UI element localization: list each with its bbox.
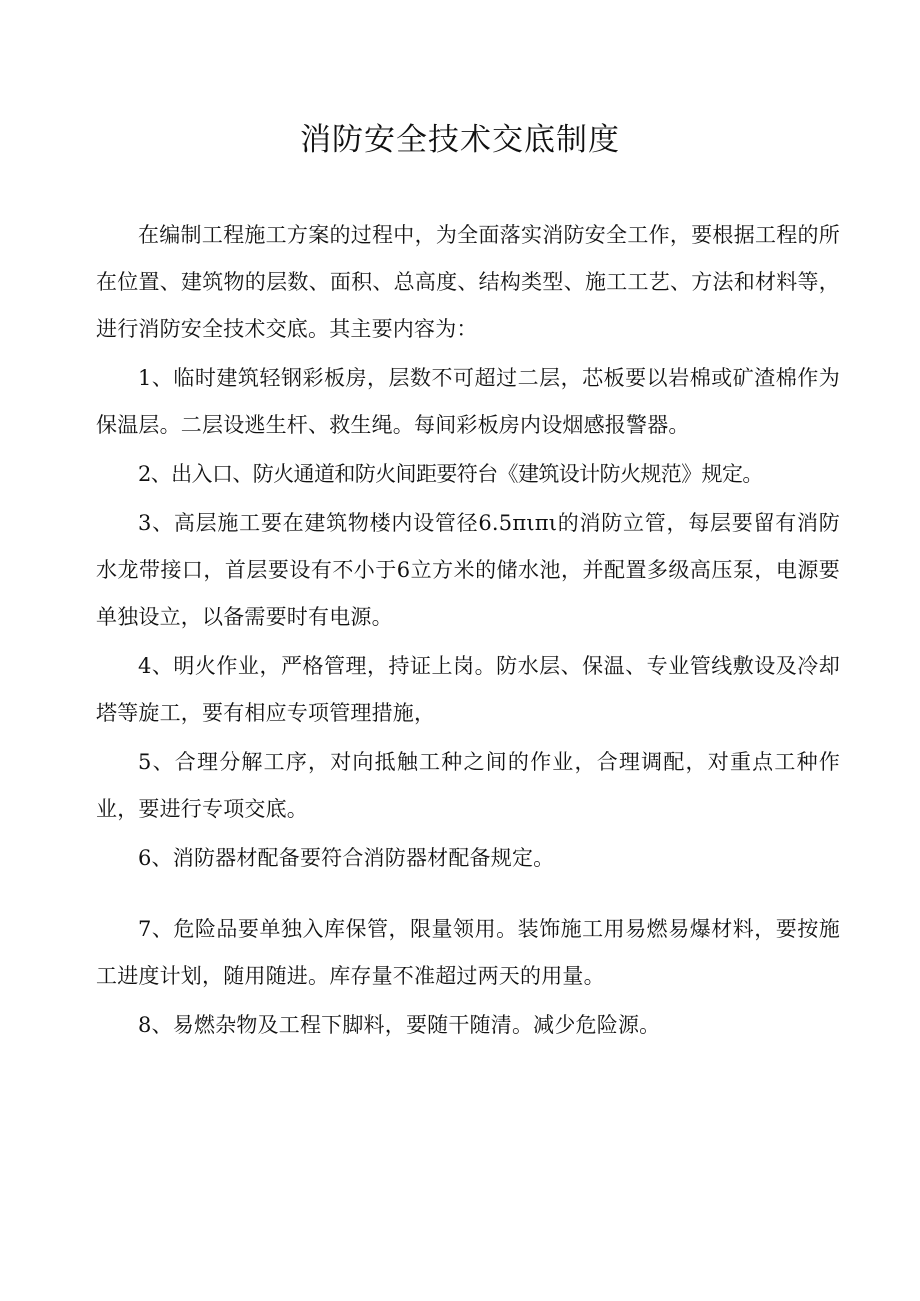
paragraph-gap [96, 882, 840, 906]
item-2: 2、出入口、防火通道和防火间距要符台《建筑设计防火规范》规定。 [138, 462, 763, 486]
item-1: 1、临时建筑轻钢彩板房，层数不可超过二层，芯板要以岩棉或矿渣棉作为保温层。二层设逃生杆、救生绳。每间彩板房内设烟感报警器。 [96, 366, 840, 437]
item-5: 5、合理分解工序，对向抵触工种之间的作业，合理调配，对重点工种作业，要进行专项交底。 [96, 750, 840, 821]
item-6: 6、消防器材配备要符合消防器材配备规定。 [138, 846, 555, 870]
document-body [96, 212, 840, 1049]
document-title: 消防安全技术交底制度 [300, 122, 620, 158]
item-4: 4、明火作业，严格管理，持证上岗。防水层、保温、专业管线敷设及冷却塔等旋工，要有相应专项管理措施， [96, 654, 840, 725]
item-7: 7、危险品要单独入库保管，限量领用。装饰施工用易燃易爆材料，要按施工进度计划，随用随进。库存量不准超过两天的用量。 [96, 917, 840, 988]
intro-paragraph: 在编制工程施工方案的过程中，为全面落实消防安全工作，要根据工程的所在位置、建筑物的层数、面积、总高度、结构类型、施工工艺、方法和材料等，进行消防安全技术交底。其主要内容为： [96, 223, 840, 341]
item-8: 8、易燃杂物及工程下脚料，要随干随清。减少危险源。 [138, 1013, 661, 1037]
item-3: 3、高层施工要在建筑物楼内设管径6.5πιπι的消防立管，每层要留有消防水龙带接口，首层要设有不小于6立方米的储水池，并配置多级高压泵，电源要单独设立，以备需要时有电源。 [96, 511, 840, 629]
